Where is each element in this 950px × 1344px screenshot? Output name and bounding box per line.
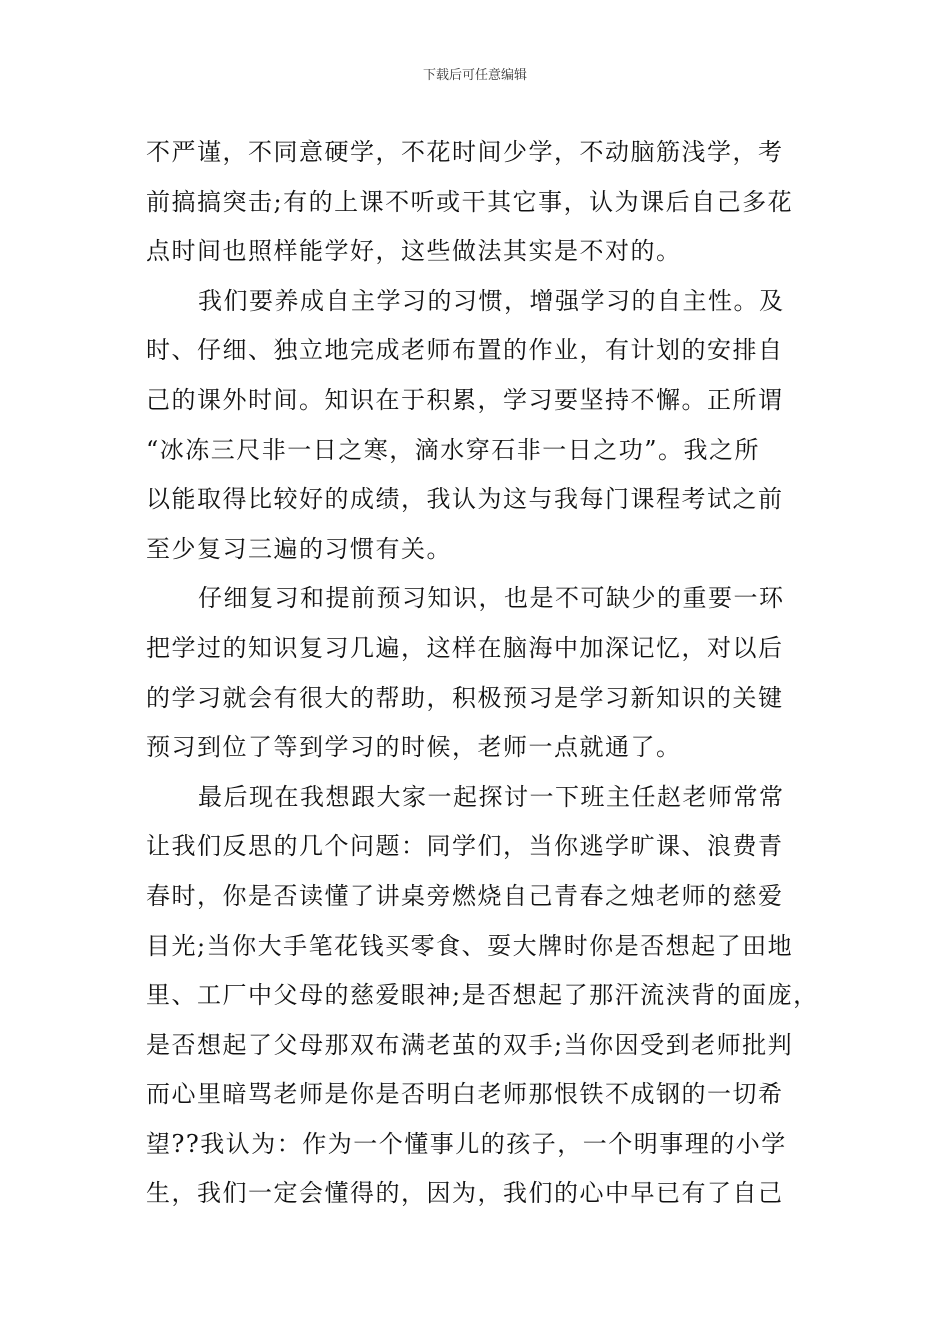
text-line: 时、仔细、独立地完成老师布置的作业，有计划的安排自: [146, 336, 784, 365]
text-line: 春时，你是否读懂了讲桌旁燃烧自己青春之烛老师的慈爱: [146, 881, 784, 910]
text-line: 而心里暗骂老师是你是否明白老师那恨铁不成钢的一切希: [146, 1080, 784, 1109]
paragraph: [146, 574, 812, 772]
text-line: 让我们反思的几个问题：同学们，当你逃学旷课、浪费青: [146, 832, 784, 861]
text-line: 以能取得比较好的成绩，我认为这与我每门课程考试之前: [146, 485, 784, 514]
text-line: 最后现在我想跟大家一起探讨一下班主任赵老师常常: [198, 782, 785, 811]
text-line: “冰冻三尺非一日之寒，滴水穿石非一日之功”。我之所: [146, 435, 761, 464]
text-line: 目光;当你大手笔花钱买零食、耍大牌时你是否想起了田地: [146, 931, 794, 960]
paragraph: [146, 277, 812, 575]
text-line: 里、工厂中父母的慈爱眼神;是否想起了那汗流浃背的面庞，: [146, 981, 819, 1010]
document-body: [146, 128, 819, 1219]
text-line: 预习到位了等到学习的时候，老师一点就通了。: [146, 733, 682, 762]
page-header: 下载后可任意编辑: [422, 68, 527, 83]
text-line: 不严谨，不同意硬学，不花时间少学，不动脑筋浅学，考: [146, 138, 784, 166]
text-line: 把学过的知识复习几遍，这样在脑海中加深记忆，对以后: [146, 633, 784, 662]
text-line: 至少复习三遍的习惯有关。: [146, 534, 452, 563]
text-line: 生，我们一定会懂得的，因为，我们的心中早已有了自己: [146, 1179, 784, 1208]
text-line: 点时间也照样能学好，这些做法其实是不对的。: [146, 237, 682, 266]
text-line: 望??我认为：作为一个懂事儿的孩子，一个明事理的小学: [146, 1129, 787, 1158]
text-line: 我们要养成自主学习的习惯，增强学习的自主性。及: [198, 286, 785, 315]
text-line: 己的课外时间。知识在于积累，学习要坚持不懈。正所谓: [146, 385, 784, 414]
paragraph: [146, 128, 812, 277]
text-line: 前搞搞突击;有的上课不听或干其它事，认为课后自己多花: [146, 187, 794, 216]
text-line: 的学习就会有很大的帮助，积极预习是学习新知识的关键: [146, 683, 784, 712]
text-line: 是否想起了父母那双布满老茧的双手;当你因受到老师批判: [146, 1030, 794, 1059]
paragraph: [146, 773, 819, 1219]
text-line: 仔细复习和提前预习知识，也是不可缺少的重要一环: [198, 584, 785, 613]
